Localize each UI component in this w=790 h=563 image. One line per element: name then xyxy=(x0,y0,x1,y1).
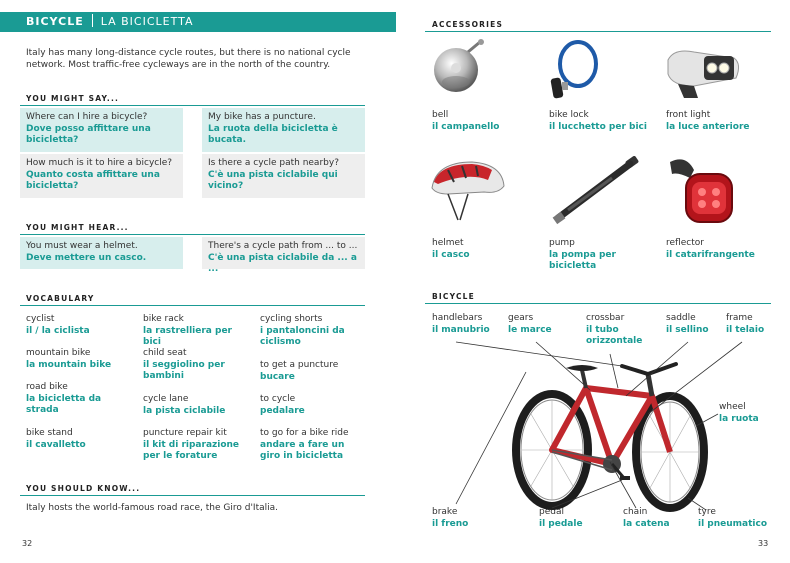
phrase-card xyxy=(20,237,183,269)
phrase-card xyxy=(20,108,183,152)
phrase-en: How much is it to hire a bicycle? xyxy=(26,158,173,168)
bike-part-label: crossbar il tubo orizzontale xyxy=(586,313,643,346)
phrase-it: C'è una pista ciclabile da ... a ... xyxy=(208,252,357,274)
accessory-label: helmet il casco xyxy=(432,238,470,260)
chapter-title-en: BICYCLE xyxy=(26,15,84,28)
vocab-entry: mountain bike la mountain bike xyxy=(26,348,112,370)
phrase-it: Deve mettere un casco. xyxy=(26,252,147,263)
accessory-label: pump la pompa per bicicletta xyxy=(549,238,616,271)
bike-part-label: tyre il pneumatico xyxy=(698,507,768,529)
bike-part-label: saddle il sellino xyxy=(666,313,709,335)
bike-part-label: frame il telaio xyxy=(726,313,765,335)
phrase-en: My bike has a puncture. xyxy=(208,112,316,122)
page-number-left: 32 xyxy=(22,539,33,548)
vocab-entry: puncture repair kit il kit di riparazione per le forature xyxy=(143,428,240,461)
vocab-entry: to get a puncture bucare xyxy=(260,360,339,382)
phrase-en: There's a cycle path from ... to ... xyxy=(208,241,358,251)
phrase-it: La ruota della bicicletta è bucata. xyxy=(208,123,338,145)
phrase-it: Dove posso affittare una bicicletta? xyxy=(26,123,151,145)
phrase-card xyxy=(20,154,183,198)
accessory-label: reflector il catarifrangente xyxy=(666,238,755,260)
section-divider xyxy=(425,31,771,32)
vocab-entry: bike stand il cavalletto xyxy=(26,428,86,450)
phrase-en: You must wear a helmet. xyxy=(26,241,138,251)
section-divider xyxy=(425,303,771,304)
phrase-card xyxy=(202,154,365,198)
phrase-en: Is there a cycle path nearby? xyxy=(208,158,339,168)
accessories-heading: ACCESSORIES xyxy=(432,20,504,29)
you-should-know-text: Italy hosts the world-famous road race, the Giro d'Italia. xyxy=(26,503,278,513)
bell-icon xyxy=(428,38,488,94)
you-might-hear-heading: YOU MIGHT HEAR... xyxy=(26,223,129,232)
bike-part-label: brake il freno xyxy=(432,507,469,529)
phrase-it: C'è una pista ciclabile qui vicino? xyxy=(208,169,338,191)
chapter-title-bar xyxy=(0,12,396,32)
section-divider xyxy=(20,234,365,235)
vocab-entry: bike rack la rastrelliera per bici xyxy=(143,314,232,347)
bike-part-label: handlebars il manubrio xyxy=(432,313,490,335)
section-divider xyxy=(20,105,365,106)
phrase-card xyxy=(202,108,365,152)
vocab-entry: cycling shorts i pantaloncini da ciclismo xyxy=(260,314,345,347)
you-might-say-heading: YOU MIGHT SAY... xyxy=(26,94,120,103)
section-divider xyxy=(20,305,365,306)
vocab-entry: to cycle pedalare xyxy=(260,394,305,416)
reflector-icon xyxy=(664,154,744,230)
vocab-entry: road bike la bicicletta da strada xyxy=(26,382,102,415)
title-separator xyxy=(92,14,93,27)
bike-part-label: gears le marce xyxy=(508,313,552,335)
bicycle-illustration xyxy=(426,330,786,530)
section-divider xyxy=(20,495,365,496)
chapter-title-it: LA BICICLETTA xyxy=(100,15,194,28)
pump-icon xyxy=(552,156,642,226)
front-light-icon xyxy=(664,44,744,100)
bike-part-label: chain la catena xyxy=(623,507,670,529)
you-should-know-heading: YOU SHOULD KNOW... xyxy=(26,484,141,493)
phrase-card xyxy=(202,237,365,274)
helmet-icon xyxy=(428,156,508,226)
bike-part-label: wheel la ruota xyxy=(719,402,759,424)
phrase-it: Quanto costa affittare una bicicletta? xyxy=(26,169,160,191)
bike-lock-icon xyxy=(546,38,606,100)
bike-part-label: pedal il pedale xyxy=(539,507,583,529)
accessory-label: bell il campanello xyxy=(432,110,500,132)
phrase-en: Where can I hire a bicycle? xyxy=(26,112,148,122)
bicycle-heading: BICYCLE xyxy=(432,292,475,301)
vocab-entry: cyclist il / la ciclista xyxy=(26,314,90,336)
accessory-label: front light la luce anteriore xyxy=(666,110,750,132)
vocab-entry: cycle lane la pista ciclabile xyxy=(143,394,226,416)
vocab-entry: child seat il seggiolino per bambini xyxy=(143,348,225,381)
accessory-label: bike lock il lucchetto per bici xyxy=(549,110,647,132)
vocab-entry: to go for a bike ride andare a fare un giro in bicicletta xyxy=(260,428,349,461)
intro-paragraph: Italy has many long-distance cycle routes, but there is no national cycle network. Most traffic-free cycleways are in the north of the country. xyxy=(26,48,351,70)
vocabulary-heading: VOCABULARY xyxy=(26,294,95,303)
page-number-right: 33 xyxy=(758,539,769,548)
